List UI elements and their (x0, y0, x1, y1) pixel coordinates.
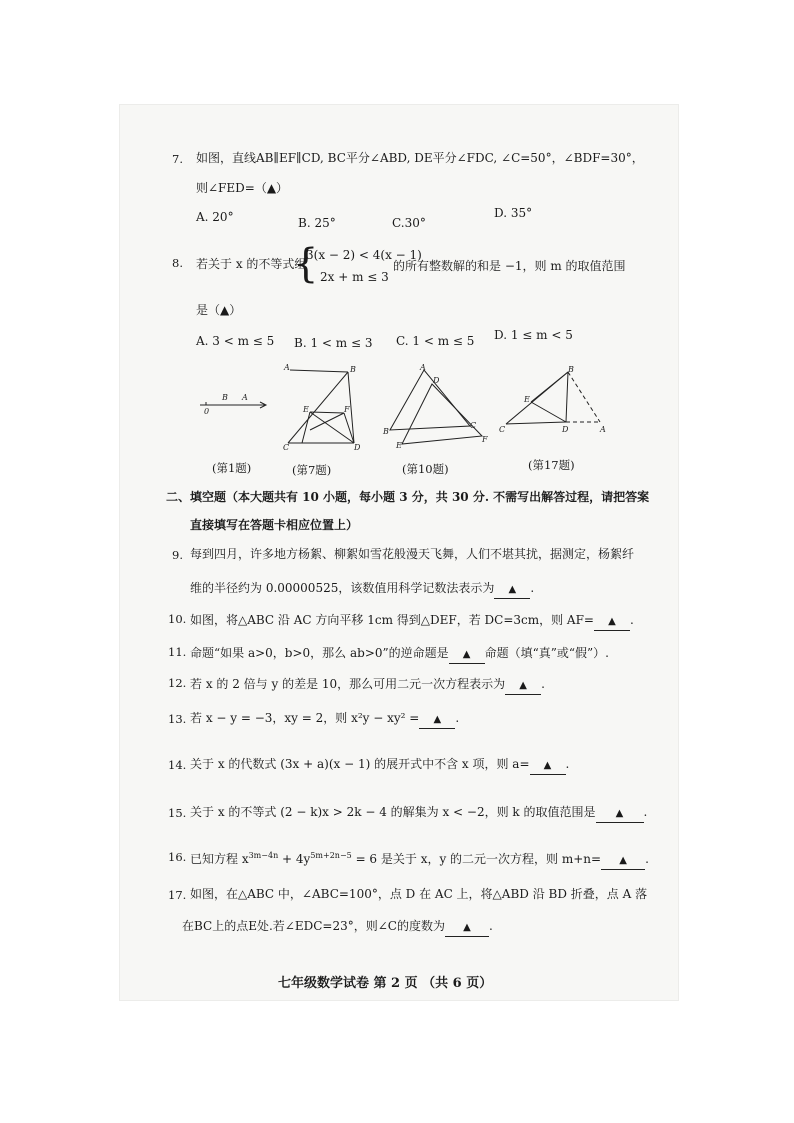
q11-end: 命题（填“真”或“假”）. (484, 646, 609, 660)
q8-text-post: 的所有整数解的和是 −1，则 m 的取值范围 (393, 259, 626, 273)
q9-number: 9. (172, 548, 183, 562)
caption-fig7: (第7题) (292, 463, 332, 477)
q17-number: 17. (168, 888, 187, 902)
q15-text: 关于 x 的不等式 (2 − k)x > 2k − 4 的解集为 x < −2，则 k 的取值范围是 (190, 805, 596, 819)
q13-end: . (455, 711, 460, 725)
fig1-label-a: A (242, 393, 248, 402)
q14-number: 14. (168, 758, 187, 772)
q11-answer-blank[interactable]: ▲ (449, 647, 485, 664)
fig1-label-b: B (222, 393, 228, 402)
q17-end: . (488, 919, 493, 933)
q11-line (190, 645, 609, 664)
q9-text-line2 (190, 580, 534, 599)
q7-option-a: A. 20° (196, 210, 234, 224)
fig10-label-c: C (470, 421, 477, 430)
fig7-label-c: C (283, 443, 290, 452)
fig10-label-a: A (420, 363, 426, 372)
fig1-label-0: 0 (204, 407, 210, 416)
q13-answer-blank[interactable]: ▲ (419, 712, 455, 729)
q8-text-line2: 是（▲） (196, 303, 242, 317)
q8-number: 8. (172, 256, 183, 270)
q17-text: 在BC上的点E处.若∠EDC=23°，则∠C的度数为 (182, 919, 445, 933)
q10-line (190, 612, 634, 631)
figure-1-number-line (196, 385, 276, 425)
q17-line2 (182, 918, 493, 937)
fig10-label-b: B (383, 427, 389, 436)
figure-7-parallel-lines (280, 360, 370, 455)
q13-number: 13. (168, 712, 187, 726)
q10-number: 10. (168, 612, 187, 626)
page-footer: 七年级数学试卷 第 2 页 （共 6 页） (278, 976, 493, 991)
q11-text: 命题“如果 a>0，b>0，那么 ab>0”的逆命题是 (190, 646, 449, 660)
q7-option-d: D. 35° (494, 206, 533, 220)
figure-10-translation (380, 362, 490, 452)
q8-option-d: D. 1 ≤ m < 5 (494, 328, 573, 342)
q16-number: 16. (168, 850, 187, 864)
q10-text: 如图，将△ABC 沿 AC 方向平移 1cm 得到△DEF，若 DC=3cm，则 AF= (190, 613, 594, 627)
q12-text: 若 x 的 2 倍与 y 的差是 10，那么可用二元一次方程表示为 (190, 677, 506, 691)
inequality-1: 3(x − 2) < 4(x − 1) (306, 248, 422, 262)
caption-fig1: (第1题) (212, 461, 252, 475)
figure-17-fold (496, 362, 611, 437)
system-brace: { (293, 241, 319, 287)
q9-text: 维的半径约为 0.00000525，该数值用科学记数法表示为 (190, 581, 495, 595)
fig10-label-e: E (396, 441, 402, 450)
q9-answer-blank[interactable]: ▲ (494, 582, 530, 599)
q8-option-a: A. 3 < m ≤ 5 (196, 334, 275, 348)
q15-end: . (643, 805, 648, 819)
q10-end: . (629, 613, 634, 627)
q7-option-b: B. 25° (298, 216, 336, 230)
fig17-label-e: E (524, 395, 530, 404)
fig17-label-d: D (562, 425, 569, 434)
q17-answer-blank[interactable]: ▲ (445, 920, 489, 937)
q7-text-line1: 如图，直线AB∥EF∥CD, BC平分∠ABD, DE平分∠FDC, ∠C=50°，∠BDF=30°， (196, 151, 644, 165)
q7-text-line2: 则∠FED=（▲） (196, 181, 289, 195)
q15-number: 15. (168, 806, 187, 820)
q16-exponent-2: 5m+2n−5 (310, 851, 352, 860)
q14-line (190, 756, 569, 775)
fig7-label-b: B (350, 365, 356, 374)
q16-line (190, 848, 649, 870)
fig10-label-f: F (482, 435, 488, 444)
q9-text-line1: 每到四月，许多地方杨絮、柳絮如雪花般漫天飞舞，人们不堪其扰，据测定，杨絮纤 (190, 547, 635, 561)
q12-line (190, 676, 545, 695)
q7-option-c: C.30° (392, 216, 426, 230)
q8-option-b: B. 1 < m ≤ 3 (294, 336, 373, 350)
fig7-label-a: A (284, 363, 290, 372)
fig17-label-c: C (499, 425, 506, 434)
caption-fig17: (第17题) (528, 458, 575, 472)
q12-answer-blank[interactable]: ▲ (505, 678, 541, 695)
q15-answer-blank[interactable]: ▲ (596, 806, 644, 823)
q13-text: 若 x − y = −3，xy = 2，则 x²y − xy² = (190, 711, 420, 725)
q12-end: . (541, 677, 545, 691)
q16-text-post: = 6 是关于 x，y 的二元一次方程，则 m+n= (351, 852, 602, 866)
q14-answer-blank[interactable]: ▲ (530, 758, 566, 775)
q13-line (190, 710, 459, 729)
q11-number: 11. (168, 645, 187, 659)
q9-end: . (530, 581, 535, 595)
inequality-2: 2x + m ≤ 3 (320, 270, 389, 284)
fig10-label-d: D (433, 376, 440, 385)
fig7-label-e: E (303, 405, 309, 414)
q8-text-pre: 若关于 x 的不等式组 (196, 257, 307, 271)
q16-answer-blank[interactable]: ▲ (601, 853, 645, 870)
q17-text-line1: 如图，在△ABC 中，∠ABC=100°，点 D 在 AC 上，将△ABD 沿 BD 折叠，点 A 落 (190, 887, 648, 901)
q14-text: 关于 x 的代数式 (3x + a)(x − 1) 的展开式中不含 x 项，则 a= (190, 757, 530, 771)
q8-option-c: C. 1 < m ≤ 5 (396, 334, 475, 348)
section-2-heading-line1: 二、填空题（本大题共有 10 小题，每小题 3 分，共 30 分. 不需写出解答过程，请把答案 (166, 490, 650, 504)
q16-text-pre: 已知方程 x (190, 852, 249, 866)
q16-exponent-1: 3m−4n (248, 851, 279, 860)
q16-text-mid: + 4y (278, 852, 311, 866)
q7-number: 7. (172, 152, 183, 166)
q15-line (190, 804, 647, 823)
q12-number: 12. (168, 676, 187, 690)
section-2-heading-line2: 直接填写在答题卡相应位置上） (190, 518, 359, 532)
fig7-label-f: F (344, 405, 350, 414)
fig17-label-a: A (600, 425, 606, 434)
q14-end: . (565, 757, 570, 771)
q16-end: . (645, 852, 649, 866)
caption-fig10: (第10题) (402, 462, 449, 476)
fig17-label-b: B (568, 365, 574, 374)
q10-answer-blank[interactable]: ▲ (594, 614, 630, 631)
fig7-label-d: D (354, 443, 361, 452)
